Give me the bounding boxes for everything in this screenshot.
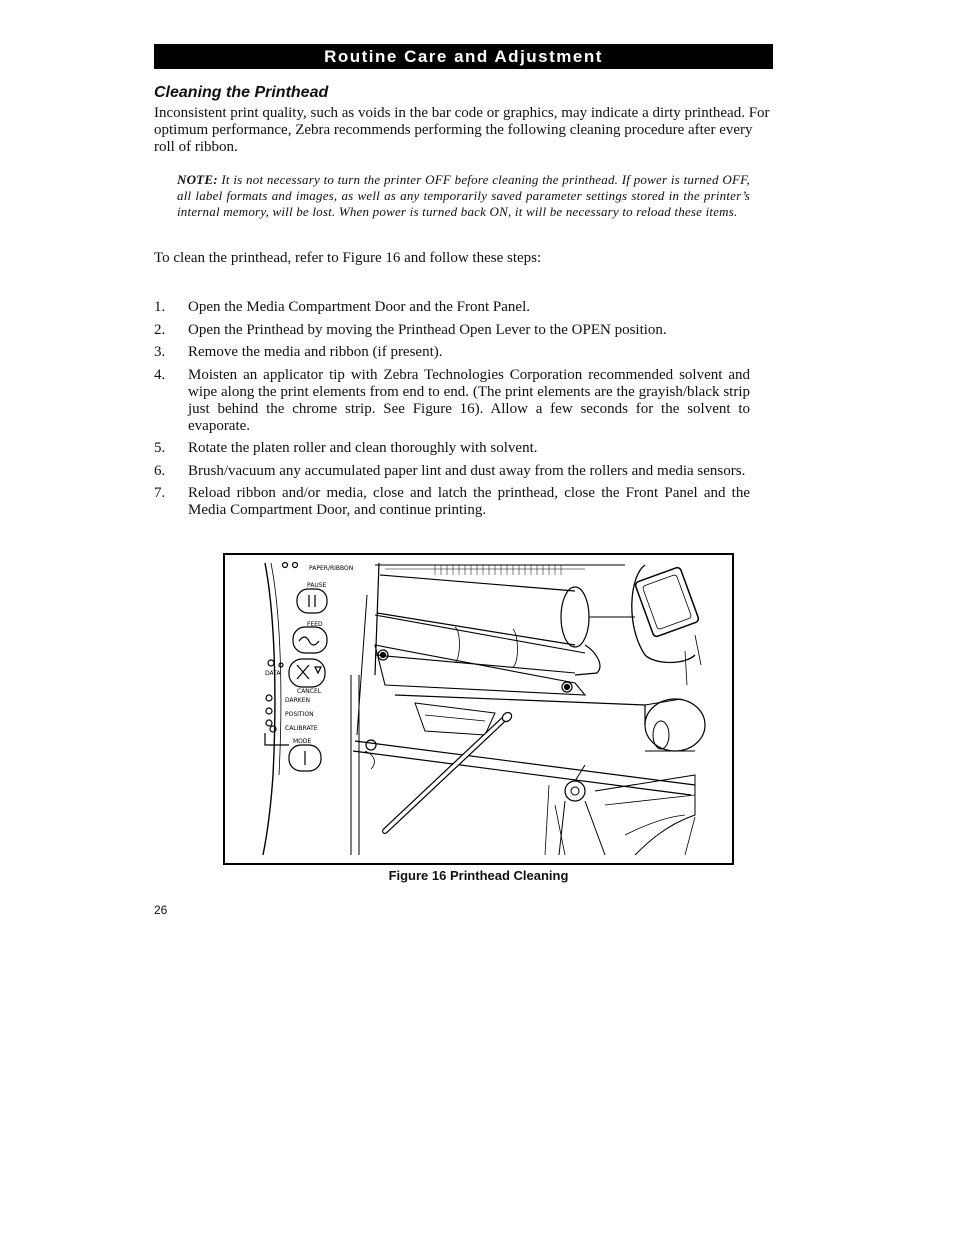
page-number: 26 [154,903,168,917]
step-number: 5. [154,440,166,456]
label-data: DATA [265,670,281,677]
label-paper-ribbon: PAPER/RIBBON [309,565,354,572]
step-item [154,299,750,316]
label-position: POSITION [285,711,314,718]
note-label: NOTE: [177,172,218,187]
step-item [154,463,750,480]
step-text: Open the Media Compartment Door and the Front Panel. [188,299,531,315]
note-text: It is not necessary to turn the printer OFF before cleaning the printhead. If power is turned OFF, all label formats and images, as well as any temporarily saved parameter settings stored in the printer’s internal memory, will be lost. When power is turned back ON, it will be necessary to reload these items. [177,172,750,219]
step-number: 7. [154,485,166,501]
step-text: Reload ribbon and/or media, close and latch the printhead, close the Front Panel and the Media Compartment Door, and continue printing. [188,485,750,518]
step-item [154,485,750,519]
applicator-swab [385,711,513,831]
label-mode: MODE [293,738,312,745]
step-number: 3. [154,344,166,360]
step-text: Rotate the platen roller and clean thoroughly with solvent. [188,440,538,456]
label-darken: DARKEN [285,697,311,704]
step-text: Remove the media and ribbon (if present). [188,344,443,360]
step-item [154,344,750,361]
step-text: Open the Printhead by moving the Printhead Open Lever to the OPEN position. [188,321,667,338]
step-item [154,367,750,435]
step-number: 1. [154,299,166,315]
step-text: Moisten an applicator tip with Zebra Technologies Corporation recommended solvent and wipe along the print elements from end to end. (The print elements are the grayish/black strip just behind the chrome strip. See Figure 16). Allow a few seconds for the solvent to evaporate. [188,366,750,434]
note-block [177,172,750,220]
printhead-illustration [225,555,732,863]
section-title: Cleaning the Printhead [154,84,329,101]
step-item [154,440,750,457]
label-cancel: CANCEL [297,688,322,695]
step-number: 2. [154,321,166,338]
label-feed: FEED [307,621,323,628]
figure-caption: Figure 16 Printhead Cleaning [388,868,569,883]
pause-button [297,589,327,613]
step-item [154,322,750,339]
steps-list [154,299,750,525]
chapter-banner: Routine Care and Adjustment [154,44,773,69]
feed-button [293,627,327,653]
label-pause: PAUSE [307,582,327,589]
step-number: 6. [154,462,166,479]
steps-lead: To clean the printhead, refer to Figure 16 and follow these steps: [154,250,542,266]
step-number: 4. [154,366,166,383]
cancel-button [289,659,325,687]
label-calibrate: CALIBRATE [285,725,318,732]
printhead-cleaning-figure [223,553,734,865]
intro-paragraph: Inconsistent print quality, such as voids in the bar code or graphics, may indicate a dirty printhead. For optimum performance, Zebra recommends performing the following cleaning procedure after every roll of ribbon. [154,105,770,155]
step-text: Brush/vacuum any accumulated paper lint and dust away from the rollers and media sensors. [188,462,746,479]
